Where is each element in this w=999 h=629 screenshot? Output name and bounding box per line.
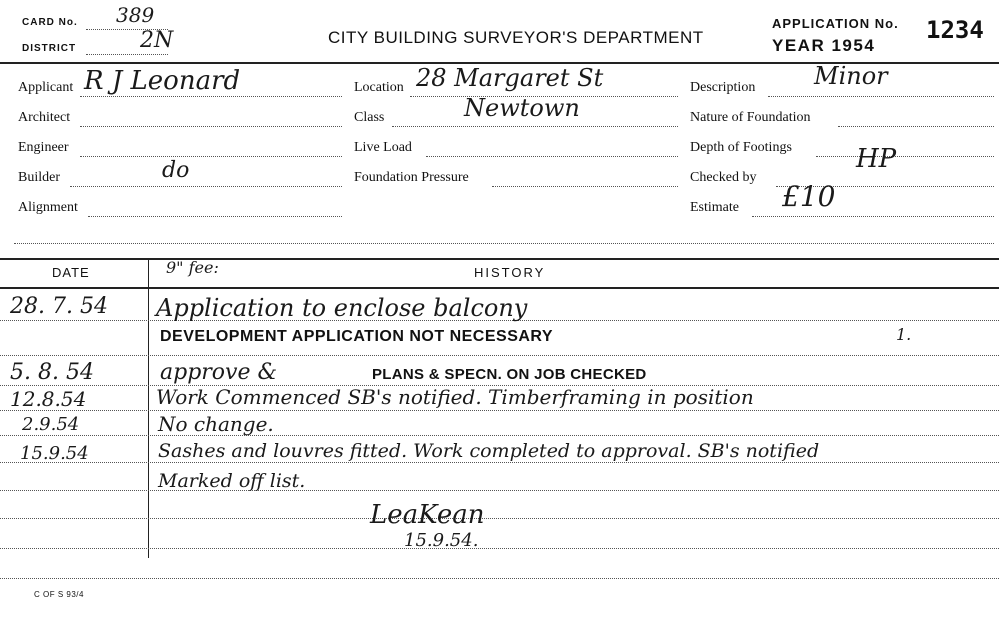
- signature: LeaKean: [370, 500, 485, 530]
- history-row-date: 12.8.54: [10, 387, 87, 411]
- form-code: C OF S 93/4: [34, 590, 84, 599]
- location-value: 28 Margaret St: [416, 64, 604, 92]
- depth-of-footings-line: [816, 156, 994, 157]
- live-load-line: [426, 156, 678, 157]
- plans-checked-stamp: PLANS & SPECN. ON JOB CHECKED: [372, 366, 647, 383]
- history-row-text: Work Commenced SB's notified. Timberframing in position: [156, 385, 754, 409]
- class-label: Class: [354, 110, 385, 125]
- application-no-value: 1234: [926, 16, 984, 44]
- applicant-value: R J Leonard: [84, 66, 241, 96]
- description-label: Description: [690, 80, 756, 95]
- class-value: Newtown: [464, 94, 580, 122]
- row-line: [0, 435, 999, 436]
- engineer-label: Engineer: [18, 140, 69, 155]
- department-title: CITY BUILDING SURVEYOR'S DEPARTMENT: [328, 28, 704, 47]
- card-no-value: 389: [116, 3, 155, 27]
- live-load-label: Live Load: [354, 140, 412, 155]
- description-line: [768, 96, 994, 97]
- row-line: [0, 518, 999, 519]
- estimate-line: [752, 216, 994, 217]
- builder-line: [70, 186, 342, 187]
- history-row-date: 15.9.54: [20, 443, 89, 464]
- history-row-text: Marked off list.: [158, 470, 306, 492]
- nature-of-foundation-label: Nature of Foundation: [690, 110, 811, 125]
- row-line: [0, 490, 999, 491]
- alignment-label: Alignment: [18, 200, 78, 215]
- history-header: HISTORY: [474, 265, 546, 280]
- checked-by-label: Checked by: [690, 170, 757, 185]
- row-line: [0, 355, 999, 356]
- builder-value: do: [162, 158, 190, 183]
- foundation-pressure-label: Foundation Pressure: [354, 170, 469, 185]
- card-no-label: CARD No.: [22, 17, 78, 28]
- fields-bottom-line: [14, 243, 994, 244]
- alignment-line: [88, 216, 342, 217]
- history-row-date: 5. 8. 54: [10, 360, 94, 385]
- history-row-text: No change.: [158, 412, 274, 436]
- row-mark: 1.: [896, 325, 912, 344]
- district-value: 2N: [140, 28, 174, 53]
- architect-line: [80, 126, 342, 127]
- history-row-text: Application to enclose balcony: [156, 294, 528, 322]
- district-dotted-line: [86, 54, 168, 55]
- history-row-date: 2.9.54: [22, 414, 80, 435]
- row-line: [0, 578, 999, 579]
- development-stamp: DEVELOPMENT APPLICATION NOT NECESSARY: [160, 328, 554, 345]
- date-column-divider: [148, 258, 149, 558]
- architect-label: Architect: [18, 110, 71, 125]
- nature-of-foundation-line: [838, 126, 994, 127]
- history-row-text: approve &: [160, 360, 278, 385]
- location-label: Location: [354, 80, 404, 95]
- foundation-pressure-line: [492, 186, 678, 187]
- history-row-text: Sashes and louvres fitted. Work completed to approval. SB's notified: [158, 440, 820, 462]
- engineer-line: [80, 156, 342, 157]
- row-line: [0, 410, 999, 411]
- applicant-line: [80, 96, 342, 97]
- district-label: DISTRICT: [22, 43, 77, 54]
- row-line: [0, 548, 999, 549]
- signature-date: 15.9.54.: [404, 530, 479, 551]
- history-top-rule: [0, 258, 999, 260]
- year-label: YEAR 1954: [772, 36, 876, 55]
- application-no-label: APPLICATION No.: [772, 16, 899, 31]
- builder-label: Builder: [18, 170, 60, 185]
- applicant-label: Applicant: [18, 80, 74, 95]
- date-header: DATE: [52, 265, 90, 280]
- checked-by-value: HP: [856, 144, 897, 174]
- class-line: [392, 126, 678, 127]
- history-header-rule: [0, 287, 999, 289]
- description-value: Minor: [814, 62, 888, 90]
- header-note: 9" fee:: [166, 258, 219, 277]
- estimate-label: Estimate: [690, 200, 739, 215]
- history-row-date: 28. 7. 54: [10, 294, 108, 319]
- estimate-value: £10: [782, 180, 836, 213]
- depth-of-footings-label: Depth of Footings: [690, 140, 792, 155]
- row-line: [0, 462, 999, 463]
